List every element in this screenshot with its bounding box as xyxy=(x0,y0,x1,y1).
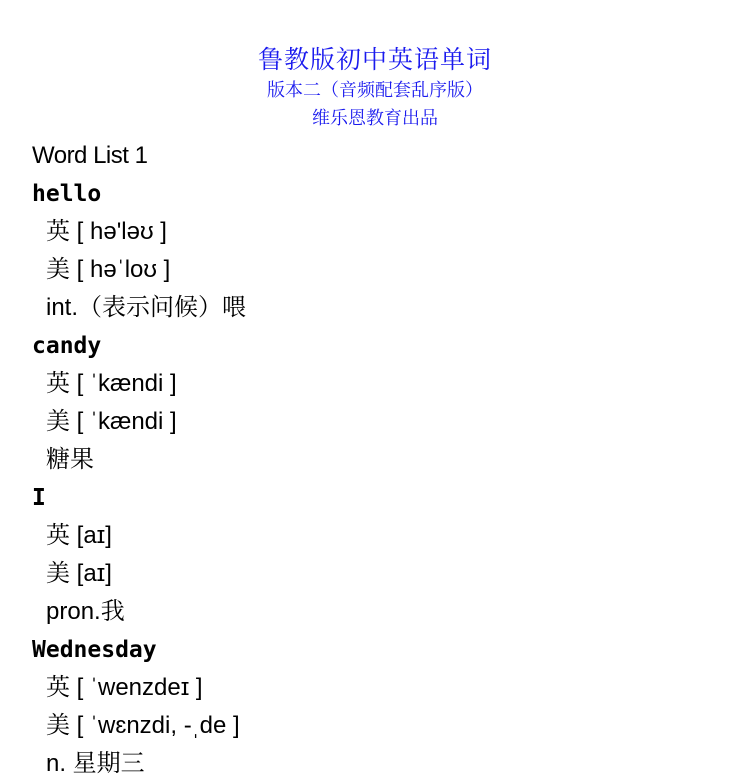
word-entry-candy xyxy=(32,327,732,479)
word-entry-i xyxy=(32,479,732,631)
uk-pronunciation: 英 [ hə'ləʊ ] xyxy=(46,218,167,245)
word-list-heading: Word List 1 xyxy=(32,142,148,169)
word-entry-wednesday xyxy=(32,631,732,783)
word-meaning: n. 星期三 xyxy=(46,750,145,777)
headword: I xyxy=(32,485,46,511)
uk-pronunciation: 英 [ ˈwenzdeɪ ] xyxy=(46,674,203,701)
uk-pronunciation: 英 [ ˈkændi ] xyxy=(46,370,177,397)
us-pronunciation: 美 [ həˈloʊ ] xyxy=(46,256,171,283)
us-pronunciation: 美 [ ˈwɛnzdi, -ˌde ] xyxy=(46,712,240,739)
us-pronunciation: 美 [aɪ] xyxy=(46,560,112,587)
document-header xyxy=(0,44,750,132)
document-subtitle: 版本二（音频配套乱序版） xyxy=(267,80,483,100)
word-meaning: pron.我 xyxy=(46,598,125,625)
word-list xyxy=(32,137,732,783)
word-meaning: int.（表示问候）喂 xyxy=(46,294,247,321)
document-title: 鲁教版初中英语单词 xyxy=(257,46,492,74)
us-pronunciation: 美 [ ˈkændi ] xyxy=(46,408,177,435)
uk-pronunciation: 英 [aɪ] xyxy=(46,522,112,549)
publisher-line: 维乐恩教育出品 xyxy=(312,108,438,128)
headword: candy xyxy=(32,333,102,359)
headword: hello xyxy=(32,181,102,207)
word-meaning: 糖果 xyxy=(46,446,94,473)
word-entry-hello xyxy=(32,175,732,327)
headword: Wednesday xyxy=(32,637,157,663)
